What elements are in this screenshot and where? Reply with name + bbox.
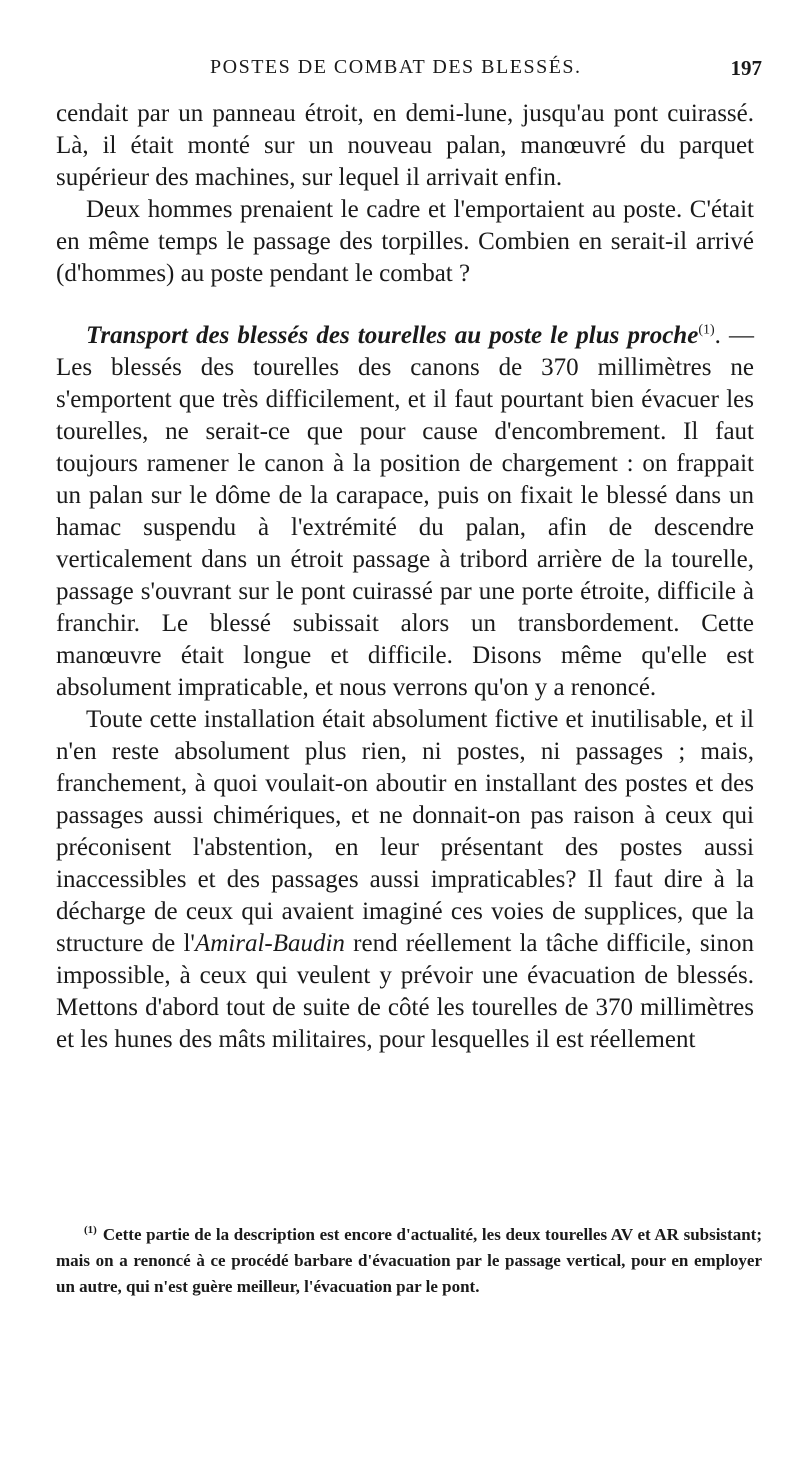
footnote (56, 1222, 762, 1300)
section-body: Les blessés des tourelles des canons de 370 millimètres ne s'emportent que très difficilement, et il faut pourtant bien évacuer les tourelles, ne serait-ce que pour cause d'encombrement. Il faut toujours ramener le canon à la position de chargement : on frappait un palan sur le dôme de la carapace, puis on fixait le blessé dans un hamac suspendu à l'extrémité du palan, afin de descendre verticalement dans un étroit passage à tribord arrière de la tourelle, passage s'ouvrant sur le pont cuirassé par une porte étroite, difficile à franchir. Le blessé subissait alors un transbordement. Cette manœuvre était longue et difficile. Disons même qu'elle est absolument impraticable, et nous verrons qu'on y a renoncé. (56, 354, 754, 701)
running-head (62, 56, 762, 86)
paragraph-part: Toute cette installation était absolument fictive et inutilisable, et il n'en reste absolument plus rien, ni postes, ni passages ; mais, franchement, à quoi voulait-on aboutir en installant des postes et des passages aussi chimériques, et ne donnait-on pas raison à ceux qui préconisent l'abstention, en leur présentant des postes aussi inaccessibles et des passages aussi impraticables? Il faut dire à la décharge de ceux qui avaient imaginé ces voies de supplices, que la structure de l' (56, 706, 754, 957)
paragraph: Deux hommes prenaient le cadre et l'emportaient au poste. C'était en même temps le passage des torpilles. Combien en serait-il arrivé (d'hommes) au poste pendant le combat ? (56, 196, 754, 287)
footnote-mark: (1) (84, 1224, 97, 1237)
body-text (56, 98, 754, 1056)
paragraph (56, 704, 754, 1056)
page-number: 197 (730, 56, 762, 80)
footnote-text: Cette partie de la description est encore d'actualité, les deux tourelles AV et AR subsistant; mais on a renoncé à ce procédé barbare d'évacuation par le passage vertical, pour en employer un autre, qui n'est guère meilleur, l'évacuation par le pont. (56, 1225, 762, 1296)
section-dash: . — (714, 322, 754, 349)
section-title: Transport des blessés des tourelles au poste le plus proche (86, 322, 699, 349)
running-title: POSTES DE COMBAT DES BLESSÉS. (210, 56, 582, 78)
paragraph-part: rend réellement la tâche difficile, sinon impossible, à ceux qui veulent y prévoir une évacuation de blessés. Mettons d'abord tout de suite de côté les tourelles de 370 millimètres et les hunes des mâts militaires, pour lesquelles il est réellement (56, 930, 754, 1053)
section-paragraph (56, 320, 754, 704)
ship-name: Amiral-Baudin (194, 930, 345, 957)
footnote-reference: (1) (698, 322, 715, 338)
paragraph-continued: cendait par un panneau étroit, en demi-lune, jusqu'au pont cuirassé. Là, il était monté sur un nouveau palan, manœuvré du parquet supérieur des machines, sur lequel il arrivait enfin. (56, 100, 754, 191)
